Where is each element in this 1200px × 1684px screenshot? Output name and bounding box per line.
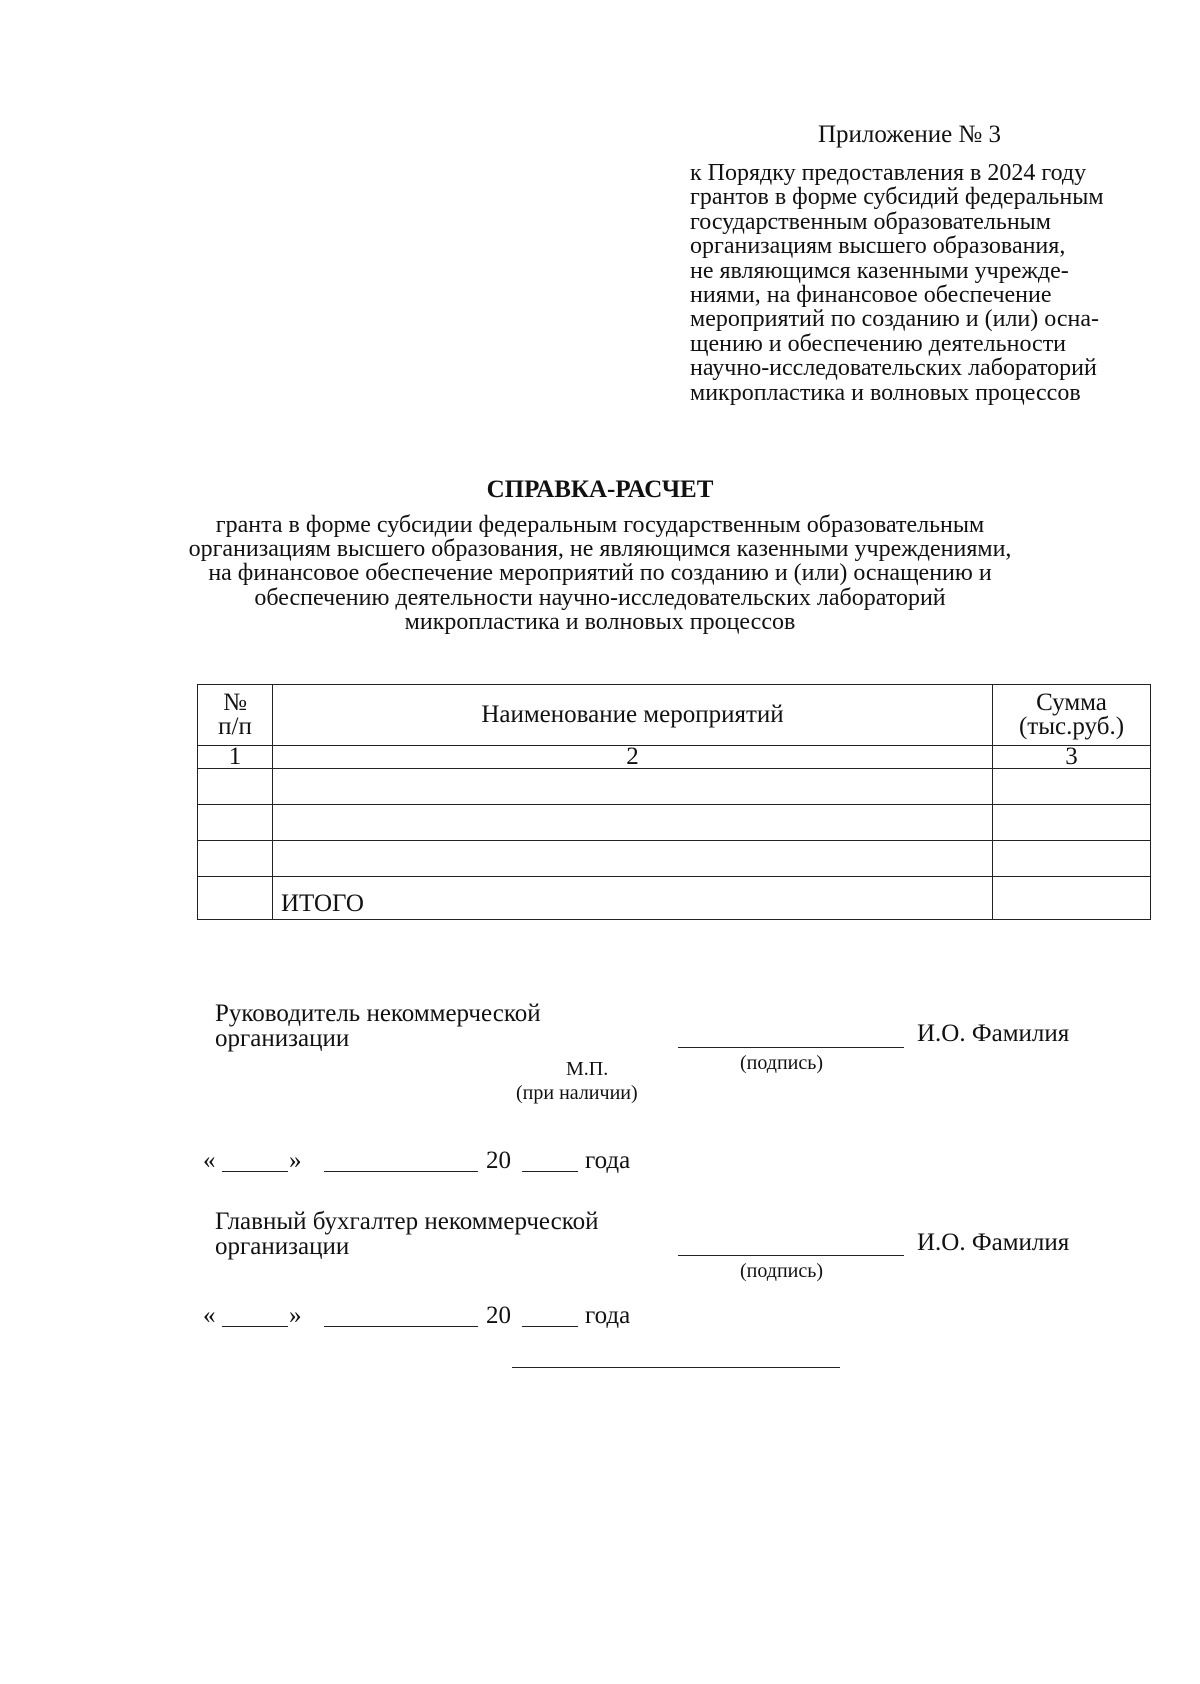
subtitle-line: организациям высшего образования, не являющимся казенными учреждениями, (188, 536, 1012, 563)
accountant-signature-caption: (подпись) (740, 1260, 824, 1282)
accountant-date-open-quote: « (203, 1302, 216, 1329)
header-number-symbol: № (223, 689, 247, 716)
head-date-year-prefix: 20 (486, 1147, 511, 1174)
header-number-cell (198, 685, 273, 746)
accountant-signature-line (678, 1255, 904, 1256)
column-number: 2 (273, 746, 993, 769)
head-date-year-blank (522, 1171, 578, 1172)
table-cell (273, 769, 993, 805)
table-header-row (198, 685, 1151, 746)
table-row (198, 805, 1151, 841)
accountant-date-year-prefix: 20 (486, 1302, 511, 1329)
head-date-close-quote: » (289, 1147, 302, 1174)
table-cell (993, 769, 1151, 805)
appendix-title: Приложение № 3 (818, 121, 1002, 148)
appendix-line: к Порядку предоставления в 2024 году (690, 160, 1087, 186)
head-name: И.О. Фамилия (917, 1020, 1070, 1047)
header-number-abbr: п/п (218, 713, 252, 740)
accountant-role-line1: Главный бухгалтер некоммерческой (215, 1208, 599, 1235)
appendix-line: научно-исследовательских лабораторий (690, 355, 1097, 382)
subtitle-line: обеспечению деятельности научно-исследовательских лабораторий (254, 584, 946, 611)
accountant-date-year-suffix: года (585, 1302, 631, 1329)
appendix-line: мероприятий по созданию и (или) осна- (690, 306, 1099, 333)
appendix-line: государственным образовательным (690, 208, 1051, 235)
subtitle-line: гранта в форме субсидии федеральным государственным образовательным (215, 512, 985, 538)
head-date-month-blank (324, 1171, 478, 1172)
appendix-line: организациям высшего образования, (690, 233, 1066, 260)
appendix-line: ниями, на финансовое обеспечение (690, 282, 1052, 309)
header-name-cell: Наименование мероприятий (273, 685, 993, 746)
table-cell (198, 877, 273, 920)
total-sum-cell (993, 877, 1151, 920)
table-cell (198, 841, 273, 877)
accountant-date-year-blank (522, 1326, 578, 1327)
closing-separator-line (512, 1367, 840, 1368)
header-sum-unit: (тыс.руб.) (1018, 713, 1125, 740)
accountant-date-month-blank (324, 1326, 478, 1327)
accountant-role-line2: организации (215, 1233, 350, 1260)
head-role-line2: организации (215, 1025, 350, 1052)
document-subtitle (0, 513, 1200, 634)
table-cell (993, 841, 1151, 877)
column-number-row (198, 746, 1151, 769)
appendix-description (690, 161, 1104, 405)
appendix-line: микропластика и волновых процессов (690, 379, 1081, 406)
table-cell (198, 769, 273, 805)
appendix-line: щению и обеспечению деятельности (690, 330, 1067, 357)
table-cell (198, 805, 273, 841)
table-cell (993, 805, 1151, 841)
accountant-name: И.О. Фамилия (917, 1229, 1070, 1256)
head-date-day-blank (222, 1171, 288, 1172)
subtitle-line: на финансовое обеспечение мероприятий по созданию и (или) оснащению и (208, 560, 992, 587)
subtitle-line: микропластика и волновых процессов (404, 608, 796, 635)
total-row (198, 877, 1151, 920)
document-title: СПРАВКА-РАСЧЕТ (486, 476, 714, 503)
accountant-date-close-quote: » (289, 1302, 302, 1329)
stamp-label: М.П. (566, 1058, 609, 1080)
appendix-line: грантов в форме субсидий федеральным (690, 184, 1104, 211)
table-cell (273, 841, 993, 877)
header-sum-label: Сумма (1036, 689, 1107, 716)
calculation-table (197, 684, 1151, 920)
header-sum-cell (993, 685, 1151, 746)
head-signature-caption: (подпись) (740, 1052, 824, 1074)
stamp-note: (при наличии) (516, 1082, 638, 1104)
column-number: 1 (198, 746, 273, 769)
appendix-line: не являющимся казенными учрежде- (690, 257, 1069, 284)
table-cell (273, 805, 993, 841)
head-date-year-suffix: года (585, 1147, 631, 1174)
accountant-date-day-blank (222, 1326, 288, 1327)
head-signature-line (678, 1047, 904, 1048)
column-number: 3 (993, 746, 1151, 769)
head-role-line1: Руководитель некоммерческой (215, 1000, 541, 1027)
table-row (198, 769, 1151, 805)
table-row (198, 841, 1151, 877)
total-label: ИТОГО (273, 877, 993, 920)
head-date-open-quote: « (203, 1147, 216, 1174)
